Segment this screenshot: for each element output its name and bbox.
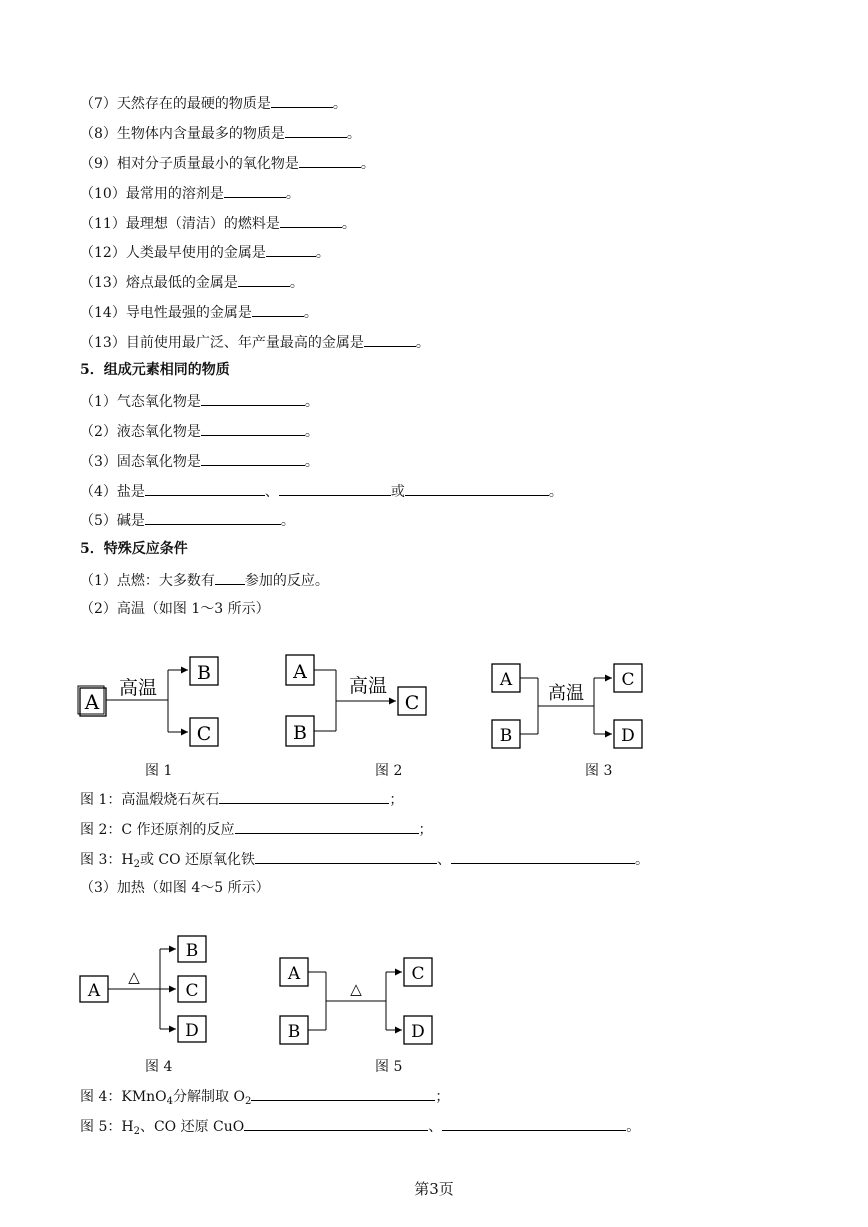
answer-blank[interactable] [285, 123, 347, 138]
figure-3-question: 图 3：$H_2$或 CO 还原氧化铁 、 。 [80, 849, 649, 874]
answer-blank[interactable] [251, 1086, 435, 1101]
question-item-8: （8）生物体内含量最多的物质是 。 [80, 123, 361, 143]
answer-blank[interactable] [364, 332, 416, 347]
question-item-12: （12）人类最早使用的金属是 。 [80, 242, 330, 262]
box-b-label: B [287, 1022, 301, 1042]
answer-blank[interactable] [405, 481, 549, 496]
answer-blank[interactable] [279, 481, 391, 496]
question-item-13: （13）熔点最低的金属是 。 [80, 272, 304, 292]
heating-item: （3）加热（如图 4～5 所示） [80, 880, 270, 896]
salt-item: （4）盐是 、 或 。 [80, 481, 563, 501]
answer-blank[interactable] [244, 1116, 428, 1131]
box-b-label: B [185, 941, 199, 961]
answer-blank[interactable] [451, 849, 635, 864]
box-c-label: C [411, 964, 425, 984]
figure-1-caption: 图 1 [145, 763, 173, 779]
ignite-item: （1）点燃：大多数有 参加的反应。 [80, 570, 329, 590]
question-item-11: （11）最理想（清洁）的燃料是 。 [80, 213, 356, 233]
figure-5-caption: 图 5 [375, 1059, 403, 1075]
answer-blank[interactable] [224, 183, 286, 198]
answer-blank[interactable] [238, 272, 290, 287]
box-b-label: B [197, 662, 211, 684]
section-heading: 5．组成元素相同的物质 [80, 362, 230, 378]
question-item-9: （9）相对分子质量最小的氧化物是 。 [80, 153, 375, 173]
figure-3-caption: 图 3 [585, 763, 613, 779]
box-b-label: B [293, 722, 307, 744]
box-a-label: A [293, 661, 307, 683]
liquid-oxide-item: （2）液态氧化物是 。 [80, 421, 319, 441]
answer-blank[interactable] [201, 391, 305, 406]
figure-1-question: 图 1：高温煅烧石灰石 ； [80, 789, 403, 809]
figure-2-diagram [282, 652, 432, 752]
answer-blank[interactable] [271, 93, 333, 108]
question-item-10: （10）最常用的溶剂是 。 [80, 183, 300, 203]
answer-blank[interactable] [219, 789, 389, 804]
figure-2-question: 图 2：C 作还原剂的反应 ； [80, 819, 433, 839]
heat-symbol: △ [350, 980, 362, 998]
box-d-label: D [621, 726, 635, 746]
box-c-label: C [621, 670, 635, 690]
box-c-label: C [185, 981, 199, 1001]
answer-blank[interactable] [145, 481, 265, 496]
base-item: （5）碱是 。 [80, 510, 295, 530]
box-c-label: C [404, 692, 420, 714]
answer-blank[interactable] [255, 849, 437, 864]
gas-oxide-item: （1）气态氧化物是 。 [80, 391, 319, 411]
question-item-7: （7）天然存在的最硬的物质是 。 [80, 93, 347, 113]
high-temp-item: （2）高温（如图 1～3 所示） [80, 601, 270, 617]
box-a-label: A [499, 670, 513, 690]
figure-5-diagram [276, 952, 441, 1048]
figure-2-caption: 图 2 [375, 763, 403, 779]
box-d-label: D [411, 1022, 425, 1042]
figure-5-question: 图 5：$H_2$、CO 还原 CuO 、 。 [80, 1116, 640, 1141]
answer-blank[interactable] [145, 510, 281, 525]
answer-blank[interactable] [201, 451, 305, 466]
heat-symbol: △ [128, 968, 140, 986]
answer-blank[interactable] [299, 153, 361, 168]
high-temp-label: 高温 [548, 683, 584, 704]
answer-blank[interactable] [235, 819, 419, 834]
page-number: 第3页 [414, 1180, 454, 1198]
box-d-label: D [185, 1021, 199, 1041]
answer-blank[interactable] [266, 242, 316, 257]
question-item-13b: （13）目前使用最广泛、年产量最高的金属是 。 [80, 332, 430, 352]
figure-4-caption: 图 4 [145, 1059, 173, 1075]
box-a-label: A [287, 964, 301, 984]
high-temp-label: 高温 [348, 675, 388, 697]
figure-1-diagram [76, 652, 226, 752]
figure-4-diagram [76, 930, 216, 1048]
answer-blank[interactable] [201, 421, 305, 436]
figure-4-question: 图 4：KMnO$_4$分解制取 $O_2$ ； [80, 1086, 449, 1111]
answer-blank[interactable] [215, 570, 245, 585]
box-c-label: C [196, 723, 212, 745]
box-a-label: A [84, 690, 100, 714]
answer-blank[interactable] [280, 213, 342, 228]
question-item-14: （14）导电性最强的金属是 。 [80, 302, 318, 322]
answer-blank[interactable] [252, 302, 304, 317]
figure-3-diagram [488, 658, 648, 754]
solid-oxide-item: （3）固态氧化物是 。 [80, 451, 319, 471]
box-a-label: A [87, 981, 101, 1001]
section-heading: 5．特殊反应条件 [80, 541, 188, 557]
high-temp-label: 高温 [118, 677, 158, 699]
answer-blank[interactable] [442, 1116, 626, 1131]
box-b-label: B [499, 726, 513, 746]
